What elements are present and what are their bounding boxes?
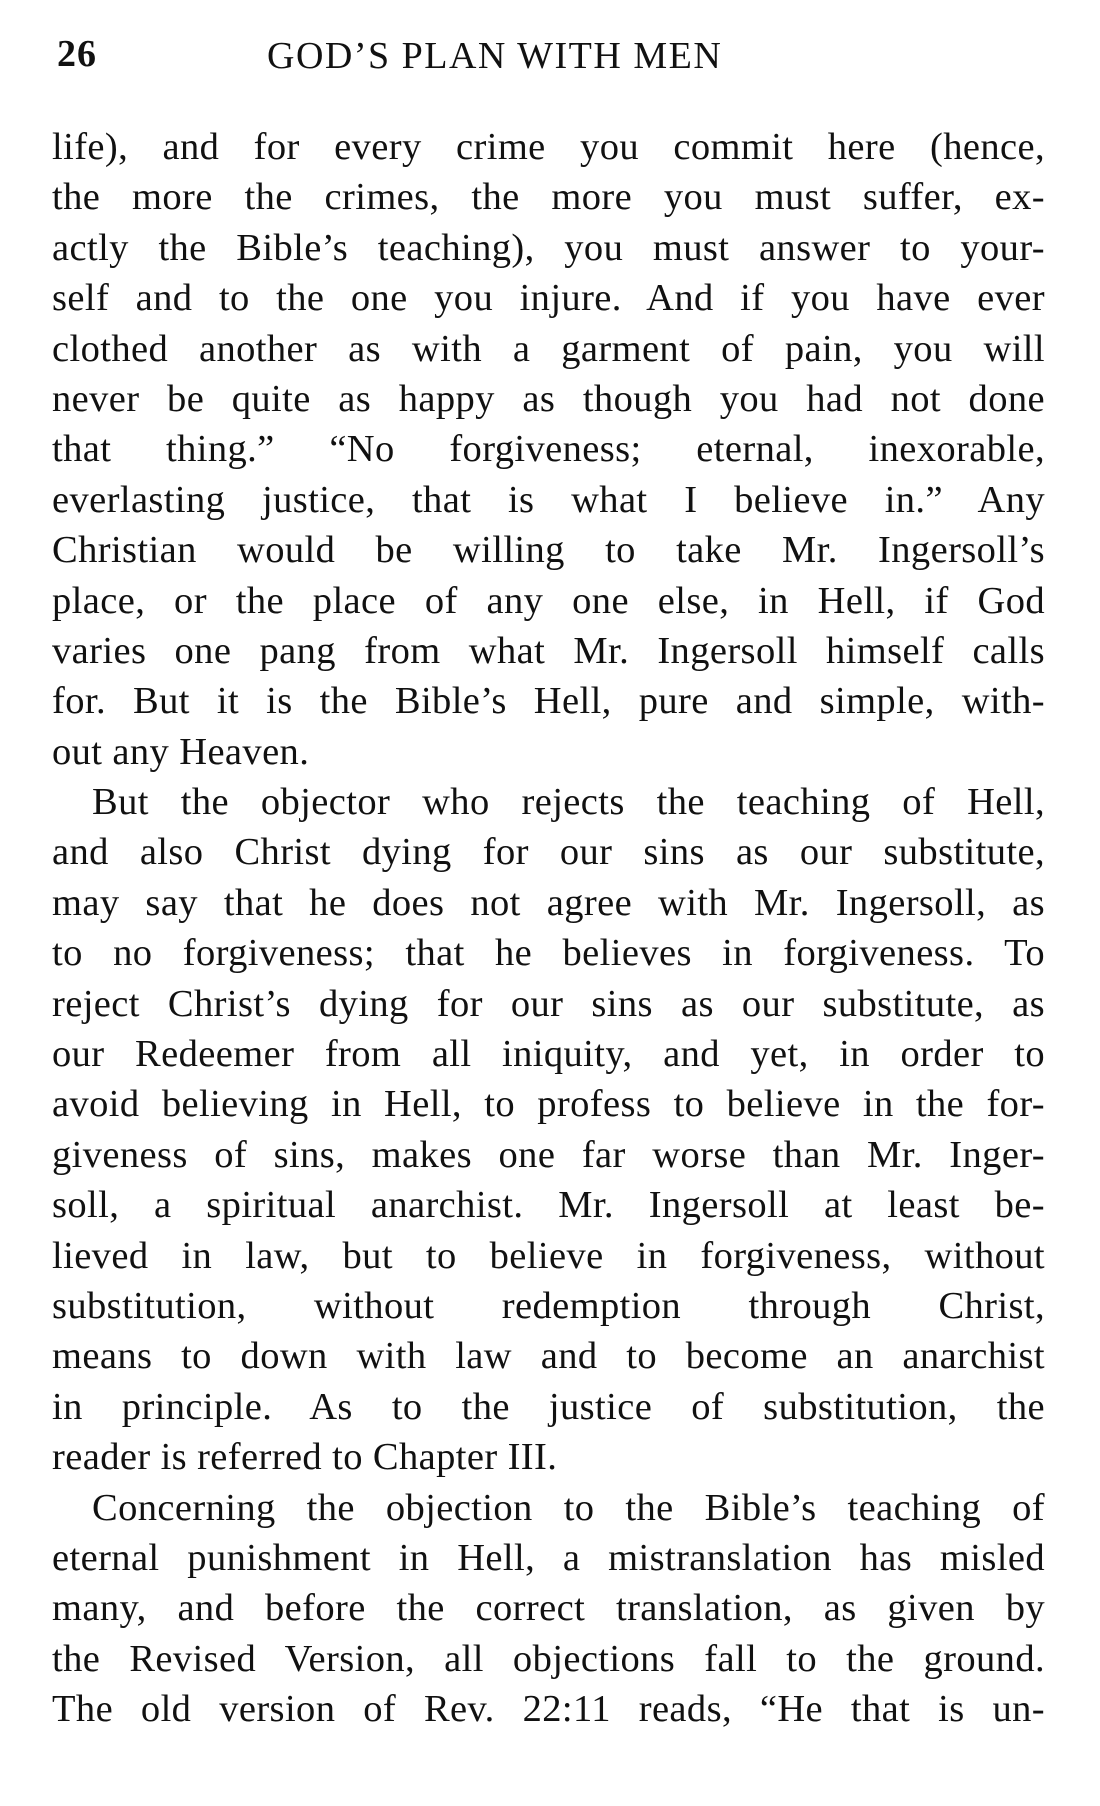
text-line: avoid believing in Hell, to profess to believe in the for- — [52, 1083, 1045, 1126]
text-line: soll, a spiritual anarchist. Mr. Ingersoll at least be- — [52, 1184, 1045, 1227]
text-line: to no forgiveness; that he believes in forgiveness. To — [52, 932, 1045, 975]
text-line: Concerning the objection to the Bible’s teaching of — [92, 1486, 1045, 1529]
text-line: the Revised Version, all objections fall to the ground. — [52, 1637, 1045, 1680]
text-line: actly the Bible’s teaching), you must answer to your- — [52, 226, 1045, 269]
running-head — [57, 32, 1047, 84]
text-line: and also Christ dying for our sins as our substitute, — [52, 831, 1045, 874]
text-line: substitution, without redemption through Christ, — [52, 1284, 1045, 1327]
text-line: our Redeemer from all iniquity, and yet, in order to — [52, 1033, 1045, 1076]
text-line: But the objector who rejects the teaching of Hell, — [92, 781, 1045, 824]
text-line: everlasting justice, that is what I believe in.” Any — [52, 478, 1045, 521]
paragraph-3 — [52, 1483, 1045, 1735]
text-line: Christian would be willing to take Mr. Ingersoll’s — [52, 529, 1045, 572]
text-line: eternal punishment in Hell, a mistranslation has misled — [52, 1536, 1045, 1579]
text-line: varies one pang from what Mr. Ingersoll himself calls — [52, 629, 1045, 672]
paragraph-2 — [52, 777, 1045, 1482]
running-title: GOD’S PLAN WITH MEN — [267, 35, 723, 77]
page-number: 26 — [57, 33, 97, 75]
text-line: The old version of Rev. 22:11 reads, “He that is un- — [52, 1688, 1045, 1731]
text-line: that thing.” “No forgiveness; eternal, inexorable, — [52, 428, 1045, 471]
text-line: for. But it is the Bible’s Hell, pure and simple, with- — [52, 680, 1045, 723]
paragraph-1 — [52, 122, 1045, 777]
text-line: in principle. As to the justice of substitution, the — [52, 1385, 1045, 1428]
text-line: reader is referred to Chapter III. — [52, 1436, 558, 1479]
text-line: out any Heaven. — [52, 730, 310, 773]
text-line: never be quite as happy as though you had not done — [52, 377, 1045, 420]
text-line: lieved in law, but to believe in forgiveness, without — [52, 1234, 1045, 1277]
text-line: clothed another as with a garment of pain, you will — [52, 327, 1045, 370]
text-line: may say that he does not agree with Mr. Ingersoll, as — [52, 881, 1045, 924]
text-line: means to down with law and to become an anarchist — [52, 1335, 1045, 1378]
text-line: giveness of sins, makes one far worse than Mr. Inger- — [52, 1133, 1045, 1176]
text-line: self and to the one you injure. And if you have ever — [52, 277, 1045, 320]
text-line: the more the crimes, the more you must suffer, ex- — [52, 176, 1045, 219]
text-line: life), and for every crime you commit here (hence, — [52, 126, 1045, 168]
text-line: many, and before the correct translation, as given by — [52, 1587, 1045, 1630]
text-line: place, or the place of any one else, in Hell, if God — [52, 579, 1045, 622]
body-text — [52, 122, 1045, 1735]
text-line: reject Christ’s dying for our sins as our substitute, as — [52, 982, 1045, 1025]
